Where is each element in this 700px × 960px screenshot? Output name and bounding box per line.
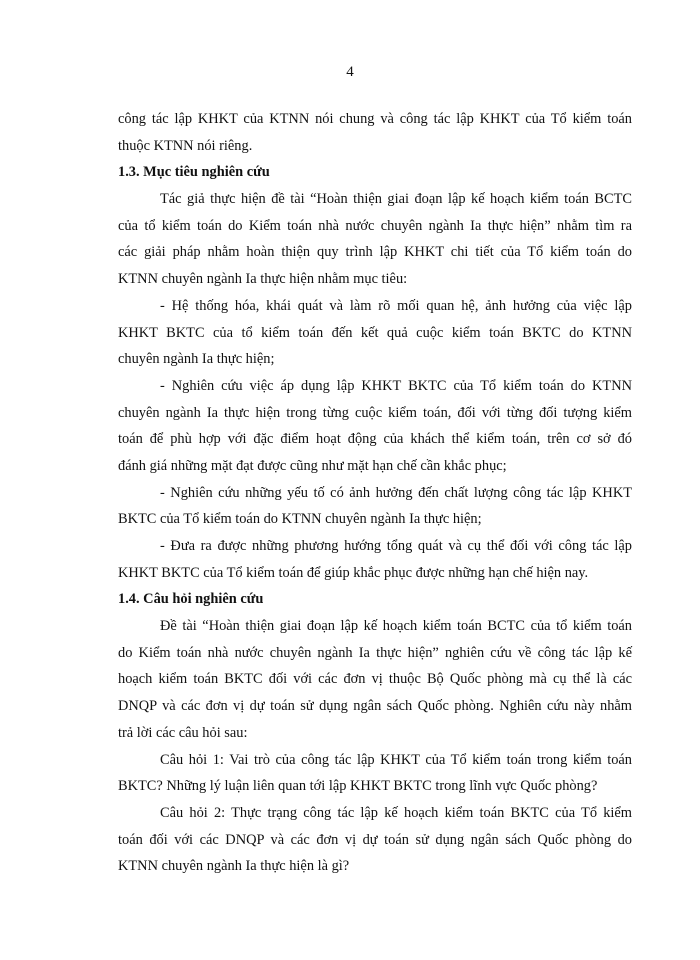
text-line: toán để phù hợp với đặc điểm hoạt động của khách thể kiểm toán, trên cơ sở đó — [118, 431, 632, 448]
text-line: KHKT BKTC của tổ kiểm toán đến kết quả cuộc kiểm toán BKTC do KTNN — [118, 324, 632, 341]
text-line: đánh giá những mặt đạt được cũng như mặt hạn chế cần khắc phục; — [118, 457, 507, 474]
text-line: do Kiểm toán nhà nước chuyên ngành Ia thực hiện” nghiên cứu về công tác lập kế — [118, 644, 632, 661]
text-line: trả lời các câu hỏi sau: — [118, 724, 248, 741]
text-line: KTNN chuyên ngành Ia thực hiện nhằm mục tiêu: — [118, 271, 408, 288]
text-line: thuộc KTNN nói riêng. — [118, 137, 253, 154]
text-line: toán đối với các DNQP và các đơn vị dự toán sử dụng ngân sách Quốc phòng do — [118, 831, 632, 848]
document-body — [118, 106, 632, 880]
text-line: Tác giả thực hiện đề tài “Hoàn thiện giai đoạn lập kế hoạch kiểm toán BCTC — [160, 191, 632, 208]
text-line: chuyên ngành Ia thực hiện; — [118, 351, 275, 368]
text-line: - Hệ thống hóa, khái quát và làm rõ mối quan hệ, ảnh hưởng của việc lập — [160, 297, 632, 314]
text-line: hoạch kiểm toán BKTC đối với các đơn vị thuộc Bộ Quốc phòng mà cụ thể là các — [118, 671, 632, 688]
text-line: - Nghiên cứu những yếu tố có ảnh hưởng đến chất lượng công tác lập KHKT — [160, 484, 632, 501]
text-line: KHKT BKTC của Tổ kiểm toán để giúp khắc phục được những hạn chế hiện nay. — [118, 564, 589, 581]
page-number: 4 — [346, 64, 354, 80]
text-line: chuyên ngành Ia thực hiện trong từng cuộc kiểm toán, đối với từng đối tượng kiểm — [118, 404, 632, 421]
text-line: công tác lập KHKT của KTNN nói chung và công tác lập KHKT của Tổ kiểm toán — [118, 111, 632, 127]
text-line: KTNN chuyên ngành Ia thực hiện là gì? — [118, 858, 350, 875]
text-line: các giải pháp nhằm hoàn thiện quy trình lập KHKT chi tiết của Tổ kiểm toán do — [118, 244, 632, 261]
text-line: BKTC của Tổ kiểm toán do KTNN chuyên ngành Ia thực hiện; — [118, 511, 482, 528]
text-line: - Đưa ra được những phương hướng tổng quát và cụ thể đối với công tác lập — [160, 538, 632, 554]
text-line: Đề tài “Hoàn thiện giai đoạn lập kế hoạch kiểm toán BCTC của tổ kiểm toán — [160, 618, 632, 635]
text-line: - Nghiên cứu việc áp dụng lập KHKT BKTC của Tổ kiểm toán do KTNN — [160, 377, 632, 394]
text-line: BKTC? Những lý luận liên quan tới lập KHKT BKTC trong lĩnh vực Quốc phòng? — [118, 778, 598, 795]
section-heading: 1.4. Câu hỏi nghiên cứu — [118, 591, 264, 608]
text-line: DNQP và các đơn vị dự toán sử dụng ngân sách Quốc phòng. Nghiên cứu này nhằm — [118, 698, 632, 715]
text-line: Câu hỏi 2: Thực trạng công tác lập kế hoạch kiểm toán BKTC của Tổ kiểm — [160, 804, 632, 821]
text-line: Câu hỏi 1: Vai trò của công tác lập KHKT của Tổ kiểm toán trong kiểm toán — [160, 751, 632, 768]
section-heading: 1.3. Mục tiêu nghiên cứu — [118, 164, 270, 181]
text-line: của tổ kiểm toán do Kiểm toán nhà nước chuyên ngành Ia thực hiện” nhằm tìm ra — [118, 217, 632, 234]
